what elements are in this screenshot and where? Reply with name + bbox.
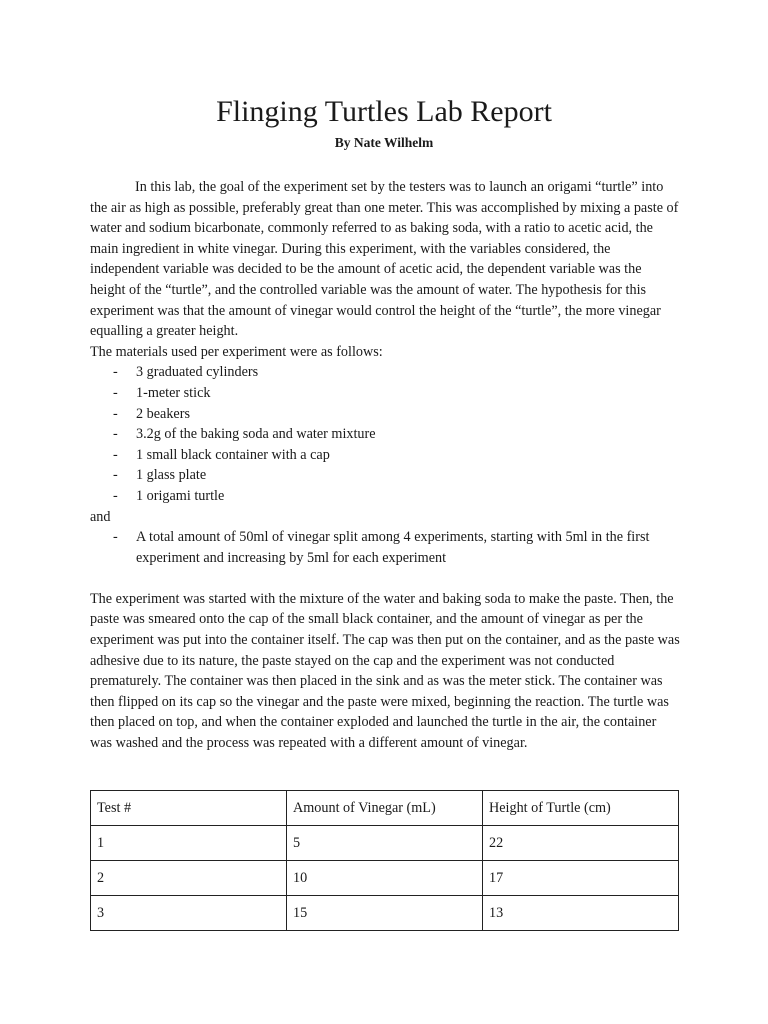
table-header-cell: Test # <box>91 791 287 826</box>
table-row <box>91 896 679 931</box>
table-header-row <box>91 791 679 826</box>
table-cell: 10 <box>287 861 483 896</box>
table-cell: 3 <box>91 896 287 931</box>
list-item-text: 1 small black container with a cap <box>136 446 330 463</box>
bullet-dash: - <box>113 384 118 401</box>
bullet-dash: - <box>113 467 118 484</box>
procedure-paragraph: The experiment was started with the mixture of the water and baking soda to make the paste. Then, the paste was smeared onto the cap of the small black container, and the amount of vinegar as per the experiment was put into the container itself. The cap was then put on the container, and as the paste was adhesive due to its nature, the paste stayed on the cap and the experiment was not conducted prematurely. The container was then placed in the sink and as was the meter stick. The container was then flipped on its cap so the vinegar and the paste were mixed, beginning the reaction. The turtle was then placed on top, and when the container exploded and launched the turtle in the air, the container was washed and the process was repeated with a different amount of vinegar. <box>90 590 680 752</box>
list-item <box>90 424 680 445</box>
list-item <box>90 404 680 425</box>
list-item-text: 1-meter stick <box>136 384 211 401</box>
bullet-dash: - <box>113 529 118 546</box>
bullet-dash: - <box>113 364 118 381</box>
list-item-text: 1 glass plate <box>136 467 207 484</box>
table-cell: 1 <box>91 826 287 861</box>
list-item <box>90 527 680 568</box>
results-table <box>90 790 679 931</box>
table-row <box>91 826 679 861</box>
list-item-text: 1 origami turtle <box>136 487 225 504</box>
bullet-dash: - <box>113 405 118 422</box>
list-item <box>90 465 680 486</box>
document-body <box>90 177 680 754</box>
table-cell: 15 <box>287 896 483 931</box>
table-header-cell: Height of Turtle (cm) <box>483 791 679 826</box>
table-cell: 17 <box>483 861 679 896</box>
list-item <box>90 383 680 404</box>
table-header-cell: Amount of Vinegar (mL) <box>287 791 483 826</box>
paragraph-spacer <box>90 568 680 589</box>
table-cell: 2 <box>91 861 287 896</box>
bullet-dash: - <box>113 446 118 463</box>
list-item-text: 3.2g of the baking soda and water mixture <box>136 426 376 443</box>
table-cell: 5 <box>287 826 483 861</box>
list-item <box>90 362 680 383</box>
list-item <box>90 486 680 507</box>
document-author: By Nate Wilhelm <box>334 135 434 150</box>
bullet-dash: - <box>113 487 118 504</box>
table-cell: 13 <box>483 896 679 931</box>
materials-intro: The materials used per experiment were as follows: <box>90 343 383 360</box>
list-item <box>90 445 680 466</box>
table-cell: 22 <box>483 826 679 861</box>
document-title: Flinging Turtles Lab Report <box>216 95 552 128</box>
materials-list <box>90 362 680 506</box>
intro-paragraph: In this lab, the goal of the experiment set by the testers was to launch an origami “turtle” into the air as high as possible, preferably great than one meter. This was accomplished by mixing a paste of water and sodium bicarbonate, commonly referred to as baking soda, with a ratio to acetic acid, the main ingredient in white vinegar. During this experiment, with the variables considered, the independent variable was decided to be the amount of acetic acid, the dependent variable was the height of the “turtle”, and the controlled variable was the amount of water. The hypothesis for this experiment was that the amount of vinegar would control the height of the “turtle”, the more vinegar equalling a greater height. <box>90 179 679 340</box>
list-item-text: A total amount of 50ml of vinegar split among 4 experiments, starting with 5ml in the first experiment and increasing by 5ml for each experiment <box>136 529 650 566</box>
and-label: and <box>90 508 111 525</box>
table-row <box>91 861 679 896</box>
list-item-text: 2 beakers <box>136 405 190 422</box>
list-item-text: 3 graduated cylinders <box>136 364 259 381</box>
bullet-dash: - <box>113 426 118 443</box>
materials-extra-list <box>90 527 680 568</box>
